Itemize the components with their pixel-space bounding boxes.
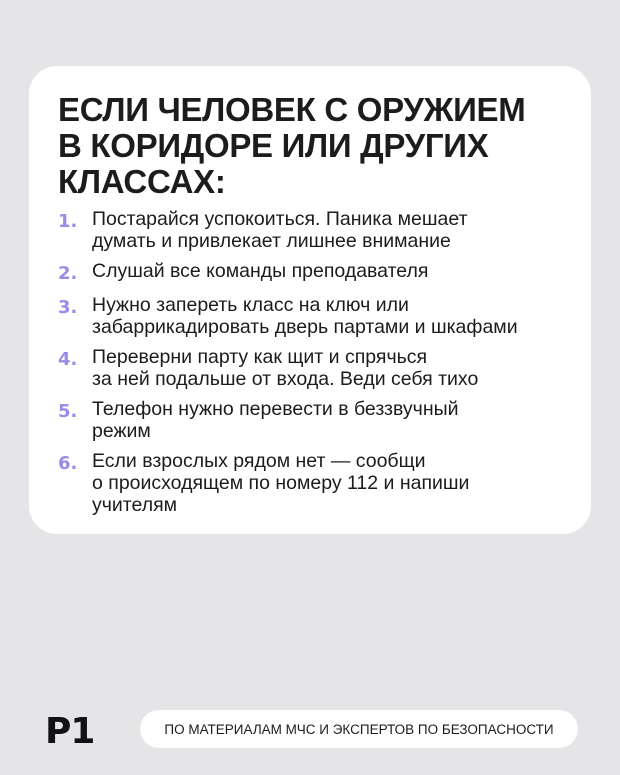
item-number: 2. (58, 263, 78, 284)
item-text-line: о происходящем по номеру 112 и напиши (92, 472, 470, 494)
card-title-line: ЕСЛИ ЧЕЛОВЕК С ОРУЖИЕМ (58, 91, 526, 128)
card-title-line: КЛАССАХ: (58, 163, 226, 200)
card-title (58, 92, 567, 200)
item-text-line: Постарайся успокоиться. Паника мешает (92, 208, 468, 230)
instruction-item-6 (58, 450, 567, 516)
item-text (92, 398, 459, 442)
item-text-line: забаррикадировать дверь партами и шкафами (92, 316, 518, 338)
item-number: 1. (58, 211, 78, 232)
instructions-list (58, 208, 567, 516)
instruction-item-1 (58, 208, 567, 252)
instruction-item-3 (58, 294, 567, 338)
item-text (92, 260, 428, 282)
item-number: 3. (58, 297, 78, 318)
instruction-item-5 (58, 398, 567, 442)
card-title-line: В КОРИДОРЕ ИЛИ ДРУГИХ (58, 127, 489, 164)
item-text-line: Слушай все команды преподавателя (92, 260, 429, 282)
item-text-line: учителям (92, 494, 178, 516)
item-text-line: Переверни парту как щит и спрячься (92, 346, 428, 368)
item-text (92, 346, 478, 390)
item-text-line: режим (92, 420, 151, 442)
item-text (92, 294, 518, 338)
item-text-line: Телефон нужно перевести в беззвучный (92, 398, 459, 420)
item-text-line: Если взрослых рядом нет — сообщи (92, 450, 426, 472)
item-number: 6. (58, 453, 78, 474)
item-number: 4. (58, 349, 78, 370)
brand-logo: P1 (45, 711, 95, 752)
item-text (92, 208, 468, 252)
item-number: 5. (58, 401, 78, 422)
item-text-line: думать и привлекает лишнее внимание (92, 230, 451, 252)
source-text: ПО МАТЕРИАЛАМ МЧС И ЭКСПЕРТОВ ПО БЕЗОПАСНОСТИ (164, 721, 554, 737)
item-text (92, 450, 469, 516)
instructions-card (29, 66, 591, 534)
item-text-line: Нужно запереть класс на ключ или (92, 294, 409, 316)
instruction-item-2 (58, 260, 567, 286)
item-text-line: за ней подальше от входа. Веди себя тихо (92, 368, 479, 390)
source-badge (140, 710, 578, 748)
instruction-item-4 (58, 346, 567, 390)
